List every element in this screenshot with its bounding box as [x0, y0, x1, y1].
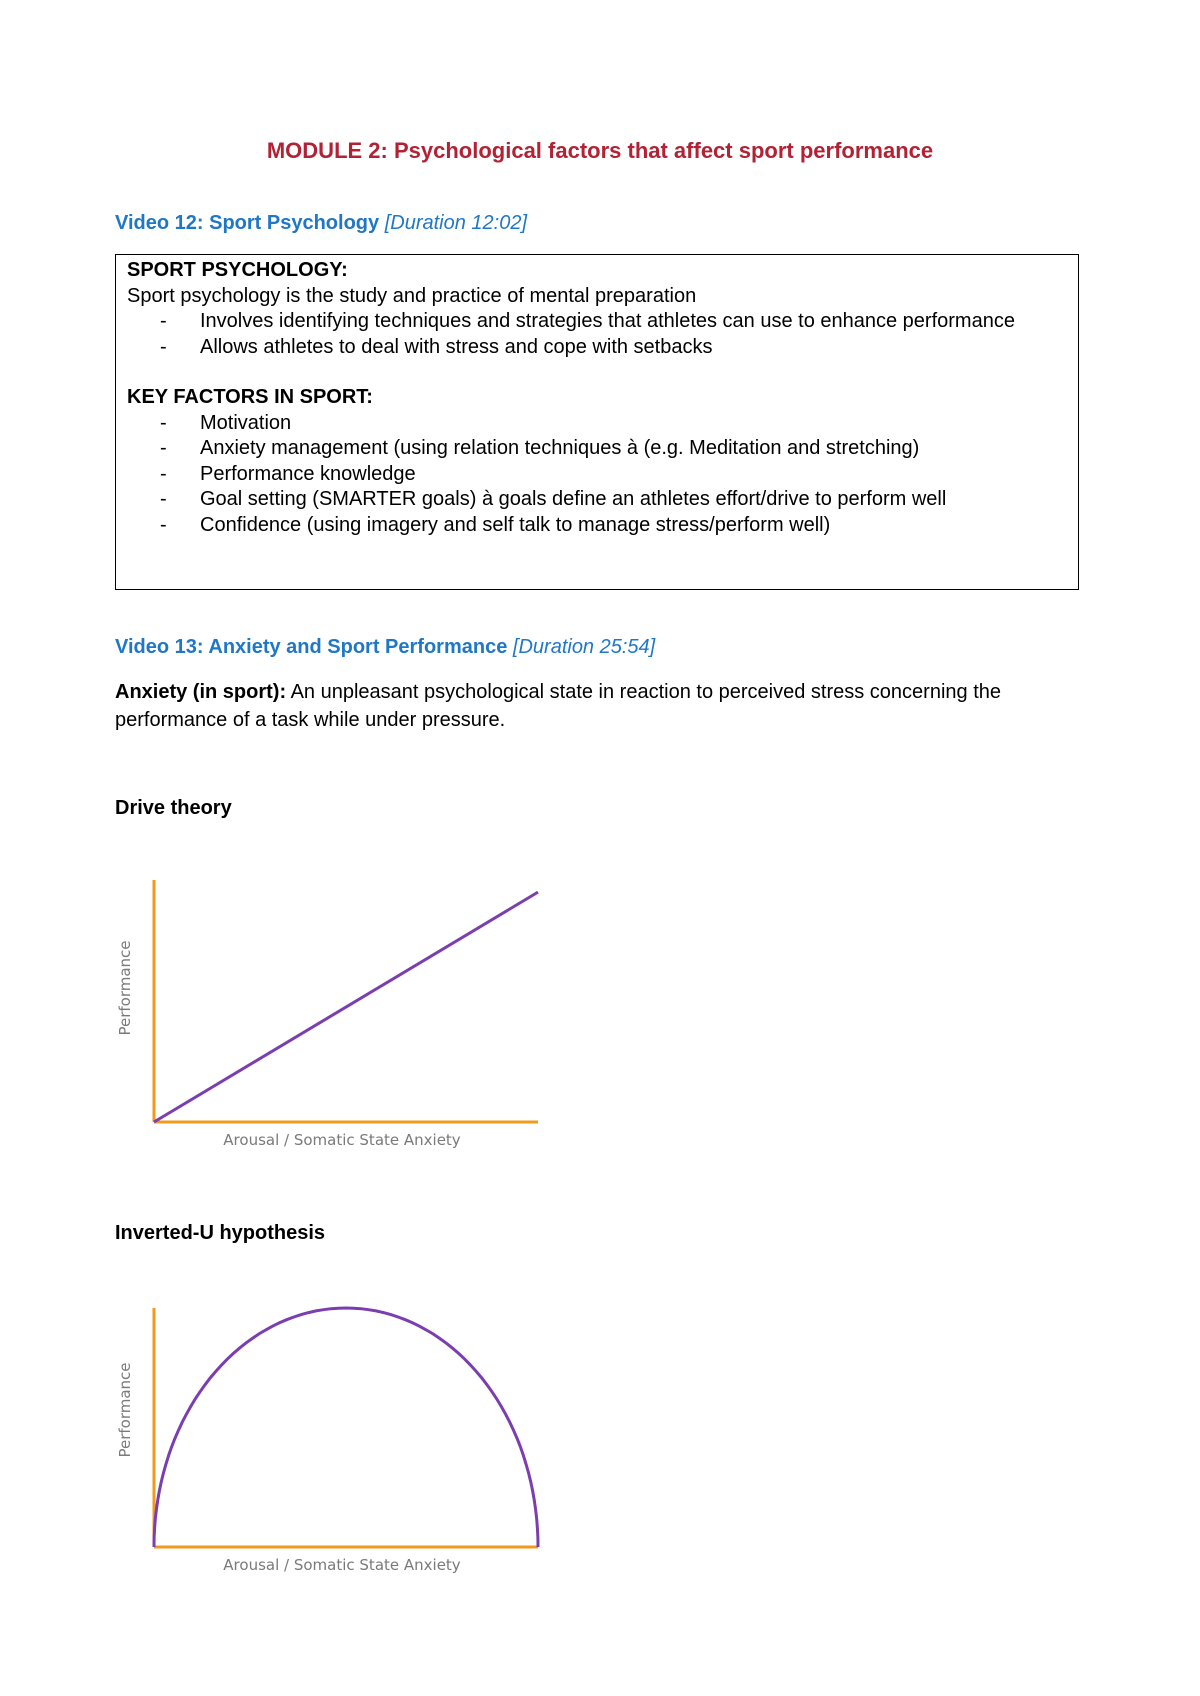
sport-psychology-box: [115, 254, 1079, 590]
sport-psychology-heading: SPORT PSYCHOLOGY:: [127, 259, 348, 281]
video-13-duration: [Duration 25:54]: [512, 636, 656, 658]
video-12-duration: [Duration 12:02]: [384, 212, 528, 234]
list-item: [127, 487, 1078, 513]
dash-bullet: -: [160, 411, 167, 434]
list-item-text: Anxiety management (using relation techniques à (e.g. Meditation and stretching): [200, 437, 920, 459]
key-factors-heading: KEY FACTORS IN SPORT:: [127, 386, 373, 408]
list-item: [127, 309, 1078, 335]
list-item: [127, 411, 1078, 437]
drive-theory-title: Drive theory: [115, 797, 232, 819]
list-item-text: Motivation: [200, 411, 292, 434]
dash-bullet: -: [160, 437, 167, 459]
dash-bullet: -: [160, 310, 167, 332]
dash-bullet: -: [160, 513, 167, 536]
video-13-title: Video 13: Anxiety and Sport Performance: [115, 636, 508, 658]
sport-psychology-intro: Sport psychology is the study and practice of mental preparation: [127, 284, 697, 307]
dash-bullet: -: [160, 335, 167, 358]
list-item-text: Goal setting (SMARTER goals) à goals define an athletes effort/drive to perform well: [200, 488, 947, 510]
list-item: [127, 436, 1078, 462]
y-axis-label: Performance: [116, 940, 134, 1036]
key-factors-list: [127, 411, 1078, 539]
list-item: [127, 513, 1078, 539]
drive-theory-series: [154, 892, 538, 1122]
inverted-u-series: [154, 1308, 538, 1547]
y-axis-label: Performance: [116, 1362, 134, 1458]
sport-psychology-list: [127, 309, 1078, 360]
x-axis-label: Arousal / Somatic State Anxiety: [223, 1131, 461, 1149]
dash-bullet: -: [160, 462, 167, 485]
inverted-u-title: Inverted-U hypothesis: [115, 1222, 326, 1244]
anxiety-term: Anxiety (in sport):: [115, 681, 287, 703]
dash-bullet: -: [160, 488, 167, 510]
list-item-text: Confidence (using imagery and self talk to manage stress/perform well): [200, 513, 831, 536]
anxiety-definition: [115, 678, 1075, 734]
video-13-heading: [115, 636, 655, 659]
list-item-text: Performance knowledge: [200, 462, 416, 485]
video-12-title: Video 12: Sport Psychology: [115, 212, 380, 234]
drive-theory-chart: [100, 860, 560, 1160]
video-12-heading: [115, 212, 527, 235]
list-item: [127, 462, 1078, 488]
x-axis-label: Arousal / Somatic State Anxiety: [223, 1556, 461, 1574]
page-title: MODULE 2: Psychological factors that affect sport performance: [266, 138, 934, 163]
list-item-text: Involves identifying techniques and strategies that athletes can use to enhance performance: [200, 310, 1015, 332]
list-item-text: Allows athletes to deal with stress and cope with setbacks: [200, 335, 713, 358]
anxiety-definition-text: An unpleasant psychological state in reaction to perceived stress concerning the performance of a task while under pressure.: [115, 681, 1001, 731]
inverted-u-chart: [100, 1290, 560, 1590]
list-item: [127, 335, 1078, 361]
